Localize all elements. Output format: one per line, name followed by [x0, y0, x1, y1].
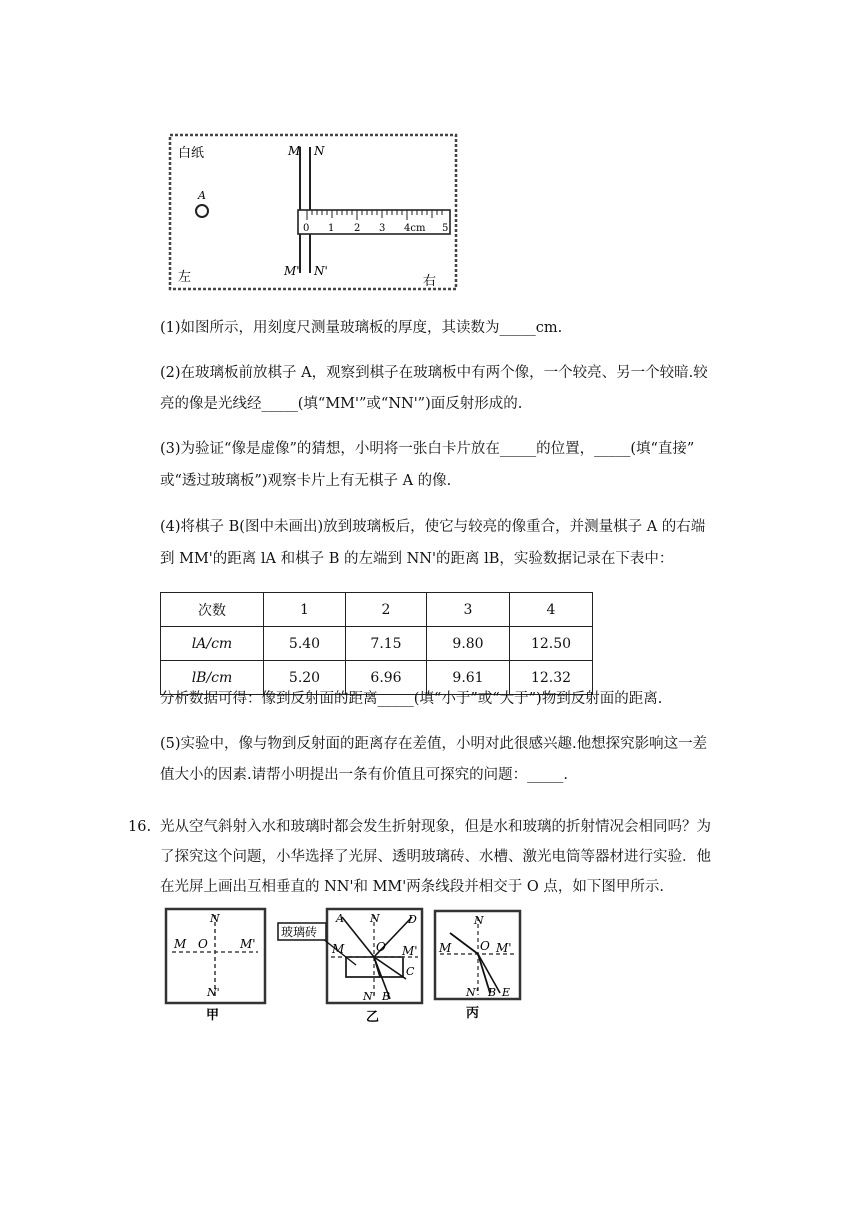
table-header-label: 次数	[161, 593, 264, 627]
ruler	[298, 210, 450, 234]
figure-bing	[435, 911, 520, 1021]
ruler-tick-0: 0	[303, 223, 310, 234]
m-bottom-label: M'	[284, 264, 300, 278]
bing-label-m: M	[439, 941, 452, 955]
table-row	[161, 627, 593, 661]
n-bottom-label: N'	[314, 264, 328, 278]
question-3-line-1: (3)为验证“像是虚像”的猜想，小明将一张白卡片放在_____的位置，_____(填“直接”	[160, 441, 695, 457]
figure-jia	[166, 909, 265, 1023]
table-header-trial: 2	[346, 593, 427, 627]
table-header-trial: 3	[427, 593, 510, 627]
yi-label-n-prime: N'	[363, 990, 376, 1003]
yi-label-d: D	[408, 913, 417, 926]
table-cell: 6.96	[346, 661, 427, 695]
chess-piece-a	[196, 205, 208, 217]
table-cell: 12.50	[510, 627, 593, 661]
question-16-line-3: 在光屏上画出互相垂直的 NN'和 MM'两条线段并相交于 O 点，如下图甲所示.	[160, 879, 664, 895]
question-16-line-2: 了探究这个问题，小华选择了光屏、透明玻璃砖、水槽、激光电筒等器材进行实验．他	[160, 849, 711, 865]
white-paper-label: 白纸	[178, 146, 205, 161]
m-top-label: M	[288, 144, 301, 158]
yi-label-m: M	[332, 942, 345, 956]
table-header-trial: 4	[510, 593, 593, 627]
refraction-figures	[160, 905, 540, 1025]
yi-label-a: A	[336, 912, 344, 925]
question-3-line-2: 或“透过玻璃板”)观察卡片上有无棋子 A 的像.	[160, 473, 452, 489]
bing-label-n-prime: N'	[466, 986, 479, 999]
ruler-tick-5: 5	[442, 223, 449, 234]
ruler-tick-2: 2	[354, 223, 361, 234]
figure-yi	[318, 909, 422, 1025]
table-row-label: lB/cm	[161, 661, 264, 695]
yi-label-m-prime: M'	[402, 944, 418, 958]
bing-label-b: B	[488, 986, 497, 999]
table-cell: 5.40	[264, 627, 346, 661]
question-2-line-1: (2)在玻璃板前放棋子 A，观察到棋子在玻璃板中有两个像，一个较亮、另一个较暗.较	[160, 365, 708, 381]
caption-yi: 乙	[366, 1010, 380, 1025]
jia-label-n-prime: N'	[207, 986, 220, 999]
ruler-tick-4: 4cm	[404, 223, 426, 234]
right-label: 右	[423, 274, 437, 289]
analysis-text: 分析数据可得：像到反射面的距离_____(填“小于”或“大于”)物到反射面的距离.	[160, 691, 663, 707]
jia-label-m-prime: M'	[240, 937, 256, 951]
yi-label-n: N	[370, 912, 380, 925]
jia-label-o: O	[198, 937, 208, 951]
question-16-number: 16.	[128, 819, 152, 835]
question-1: (1)如图所示，用刻度尺测量玻璃板的厚度，其读数为_____cm.	[160, 320, 563, 336]
table-row-label: lA/cm	[161, 627, 264, 661]
bing-label-o: O	[480, 939, 490, 953]
question-2-line-2: 亮的像是光线经_____(填“MM'”或“NN'”)面反射形成的.	[160, 396, 523, 412]
left-label: 左	[178, 270, 192, 285]
table-cell: 7.15	[346, 627, 427, 661]
yi-label-c: C	[406, 965, 415, 978]
bing-incident-ray	[450, 933, 478, 954]
mirror-experiment-figure	[168, 133, 458, 293]
jia-label-n: N	[210, 912, 220, 925]
question-4-line-2: 到 MM'的距离 lA 和棋子 B 的左端到 NN'的距离 lB，实验数据记录在下表中：	[160, 551, 674, 567]
table-cell: 5.20	[264, 661, 346, 695]
question-5-line-2: 值大小的因素.请帮小明提出一条有价值且可探究的问题：_____.	[160, 767, 568, 783]
ruler-tick-1: 1	[328, 223, 335, 234]
point-a-label: A	[198, 189, 206, 202]
glass-brick-label: 玻璃砖	[281, 925, 318, 939]
yi-label-o: O	[376, 940, 386, 954]
ruler-tick-3: 3	[379, 223, 386, 234]
table-header-trial: 1	[264, 593, 346, 627]
table-header-row	[161, 593, 593, 627]
question-5-line-1: (5)实验中，像与物到反射面的距离存在差值，小明对此很感兴趣.他想探究影响这一差	[160, 736, 708, 752]
table-cell: 9.61	[427, 661, 510, 695]
caption-bing: 丙	[466, 1006, 480, 1021]
jia-label-m: M	[174, 937, 187, 951]
question-4-line-1: (4)将棋子 B(图中未画出)放到玻璃板后，使它与较亮的像重合，并测量棋子 A 的右端	[160, 519, 706, 535]
bing-label-e: E	[502, 986, 511, 999]
bing-label-n: N	[474, 914, 484, 927]
table-cell: 9.80	[427, 627, 510, 661]
n-top-label: N	[314, 144, 325, 158]
caption-jia: 甲	[206, 1008, 220, 1023]
question-16-line-1: 光从空气斜射入水和玻璃时都会发生折射现象，但是水和玻璃的折射情况会相同吗？为	[160, 819, 711, 835]
yi-label-b: B	[382, 990, 391, 1003]
table-cell: 12.32	[510, 661, 593, 695]
bing-label-m-prime: M'	[496, 941, 512, 955]
data-table	[160, 592, 593, 695]
